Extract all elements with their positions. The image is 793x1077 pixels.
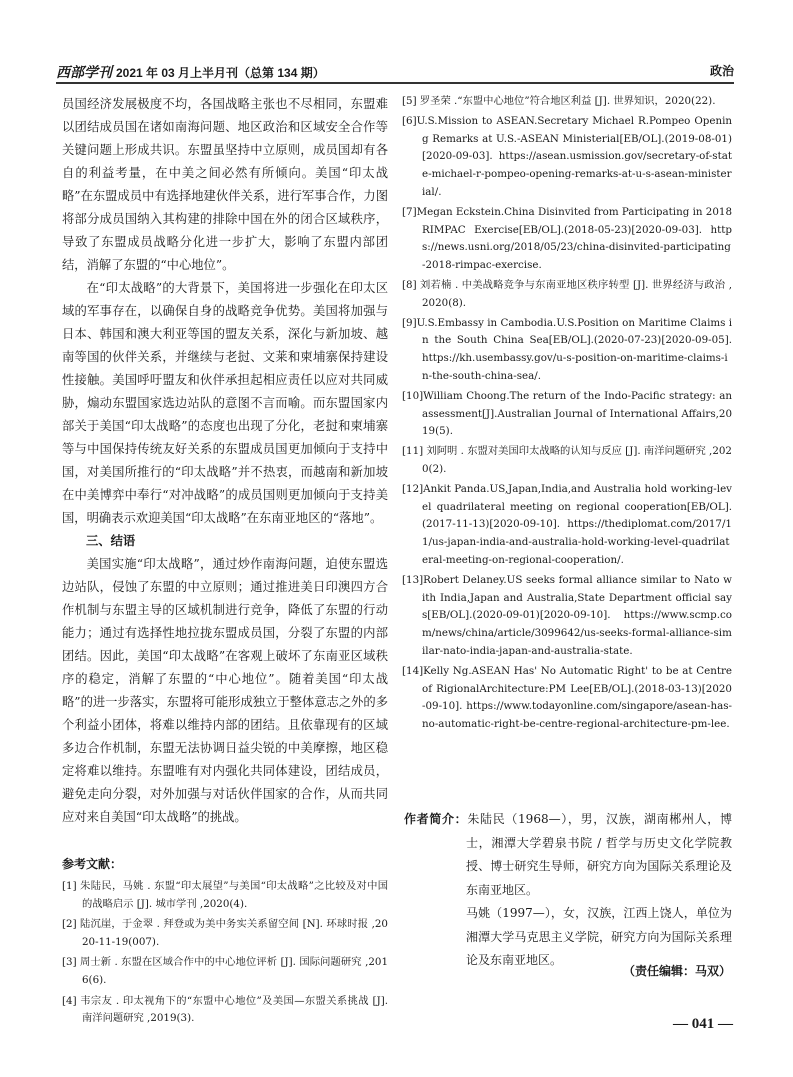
reference-item: [12]Ankit Panda.US,Japan,India,and Australia hold working-level quadrilateral meeting on regional cooperation[EB/OL].(2017-11-13)[2020-09-10]. https://thediplomat.com/2017/11/us-japan-india-and-australia-hold-working-level-quadrilateral-meeting-on-regional-cooperation/. xyxy=(402,482,732,566)
responsible-editor: （责任编辑：马双） xyxy=(622,964,731,978)
reference-item: [13]Robert Delaney.US seeks formal alliance similar to Nato with India,Japan and Australia,State Department official says[EB/OL].(2020-09-01)[2020-09-10]. https://www.scmp.com/news/china/article/3099642/us-seeks-formal-alliance-similar-nato-india-japan-and-australia-state. xyxy=(402,573,732,657)
reference-item: [7]Megan Eckstein.China Disinvited from Participating in 2018 RIMPAC Exercise[EB/OL].(2018-05-23)[2020-09-03]. https://news.usni.org/2018/05/23/china-disinvited-participating-2018-rimpac-exercise. xyxy=(402,205,732,272)
author-bio-1: 朱陆民（1968—），男，汉族，湖南郴州人，博士，湘潭大学碧泉书院 / 哲学与历史文化学院教授、博士研究生导师，研究方向为国际关系理论及东南亚地区。 xyxy=(466,812,732,897)
author-bio-2: 马姚（1997—），女，汉族，江西上饶人，单位为湘潭大学马克思主义学院，研究方向为国际关系理论及东南亚地区。 xyxy=(466,906,732,967)
references-heading: 参考文献： xyxy=(62,857,123,871)
left-column xyxy=(62,93,388,1031)
conclusion-paragraph: 美国实施“印太战略”，通过炒作南海问题，迫使东盟选边站队，侵蚀了东盟的中立原则；通过推进美日印澳四方合作机制与东盟主导的区域机制进行竞争，降低了东盟的行动能力；通过有选择性地拉拢东盟成员国，分裂了东盟的内部团结。因此，美国“印太战略”在客观上破坏了东南亚区域秩序的稳定，消解了东盟的“中心地位”。随着美国“印太战略”的进一步落实，东盟将可能形成独立于整体意志之外的多个利益小团体，将难以维持内部的团结。且依靠现有的区域多边合作机制，东盟无法协调日益尖锐的中美摩擦，地区稳定将难以维持。东盟唯有对内强化共同体建设，团结成员，避免走向分裂，对外加强与对话伙伴国家的合作，从而共同应对来自美国“印太战略”的挑战。 xyxy=(62,557,389,824)
reference-item: [9]U.S.Embassy in Cambodia.U.S.Position on Maritime Claims in the South China Sea[EB/OL].(2020-07-23)[2020-09-05]. https://kh.usembassy.gov/u-s-position-on-maritime-claims-in-the-south-china-sea/. xyxy=(402,316,732,382)
body-paragraph: 在“印太战略”的大背景下，美国将进一步强化在印太区域的军事存在，以确保自身的战略竞争优势。美国将加强与日本、韩国和澳大利亚等国的盟友关系，深化与新加坡、越南等国的伙伴关系，并继续与老挝、文莱和柬埔寨保持建设性接触。美国呼吁盟友和伙伴承担起相应责任以应对共同威胁，煽动东盟国家选边站队的意图不言而喻。而东盟国家内部关于美国“印太战略”的态度也出现了分化，老挝和柬埔寨等与中国保持传统友好关系的东盟成员国更加倾向于支持中国，对美国所推行的“印太战略”并不热衷，而越南和新加坡在中美博弈中奉行“对冲战略”的成员国则更加倾向于支持美国，明确表示欢迎美国“印太战略”在东南亚地区的“落地”。 xyxy=(62,281,388,525)
reference-item: [8] 刘若楠 . 中美战略竞争与东南亚地区秩序转型 [J]. 世界经济与政治 ,2020(8). xyxy=(402,278,732,309)
reference-item: [4] 韦宗友 . 印太视角下的“东盟中心地位”及美国—东盟关系挑战 [J]. 南洋问题研究 ,2019(3). xyxy=(62,994,388,1025)
author-bio xyxy=(404,808,732,973)
header-rule xyxy=(56,82,734,84)
author-bio-first xyxy=(404,808,732,902)
reference-item: [3] 周士新 . 东盟在区域合作中的中心地位评析 [J]. 国际问题研究 ,2016(6). xyxy=(62,956,388,986)
body-paragraph: 员国经济发展极度不均，各国战略主张也不尽相同，东盟难以团结成员国在诸如南海问题、地区政治和区域安全合作等关键问题上形成共识。东盟虽坚持中立原则，成员国却有各自的利益考量，在中美之间必然有所倾向。美国“印太战略”在东盟成员中有选择地建伙伴关系，进行军事合作，力图将部分成员国纳入其构建的排除中国在外的闭合区域秩序，导致了东盟成员战略分化进一步扩大，影响了东盟内部团结，消解了东盟的“中心地位”。 xyxy=(62,97,389,272)
page-number: — 041 — xyxy=(673,1016,733,1032)
reference-item: [1] 朱陆民，马姚 . 东盟“印太展望”与美国“印太战略”之比较及对中国的战略启示 [J]. 城市学刊 ,2020(4). xyxy=(62,880,388,910)
right-column xyxy=(402,93,732,736)
conclusion-heading: 三、结语 xyxy=(86,534,136,548)
reference-item: [11] 刘阿明 . 东盟对美国印太战略的认知与反应 [J]. 南洋问题研究 ,2020(2). xyxy=(402,445,732,475)
page-header xyxy=(56,60,734,82)
reference-item: [6]U.S.Mission to ASEAN.Secretary Michael R.Pompeo Opening Remarks at U.S.-ASEAN Ministerial[EB/OL].(2019-08-01)[2020-09-03]. https://asean.usmission.gov/secretary-of-state-michael-r-pompeo-opening-remarks-at-u-s-asean-ministerial/. xyxy=(402,114,732,198)
author-label: 作者简介： xyxy=(404,812,468,826)
issue-info: 2021 年 03 月上半月刊（总第 134 期） xyxy=(116,66,325,80)
reference-item: [5] 罗圣荣 .“东盟中心地位”符合地区利益 [J]. 世界知识，2020(22). xyxy=(402,95,716,107)
reference-item: [14]Kelly Ng.ASEAN Has' No Automatic Right' to be at Centre of RigionalArchitecture:PM Lee[EB/OL].(2018-03-13)[2020-09-10]. https://www.todayonline.com/singapore/asean-has-no-automatic-right-be-centre-regional-architecture-pm-lee. xyxy=(402,664,732,731)
section-name: 政治 xyxy=(709,64,734,78)
journal-logo: 西部学刊 xyxy=(56,65,112,81)
reference-item: [10]William Choong.The return of the Indo-Pacific strategy: anassessment[J].Australian Journal of International Affairs,2019(5). xyxy=(402,389,732,438)
journal-info xyxy=(56,62,325,82)
reference-item: [2] 陆沉崖，于金翠 . 拜登或为美中务实关系留空间 [N]. 环球时报 ,2020-11-19(007). xyxy=(62,918,388,948)
